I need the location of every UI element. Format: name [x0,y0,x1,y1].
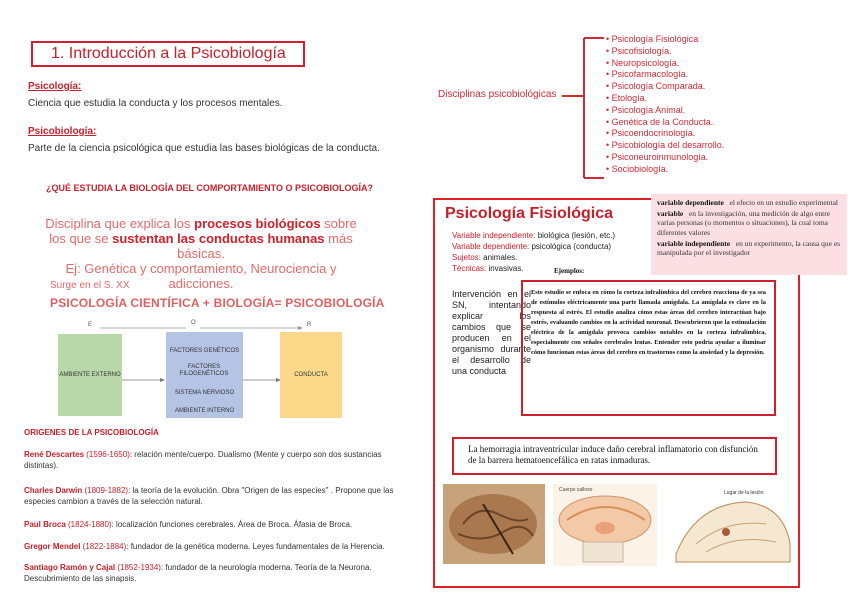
rat-brain-outline [676,502,790,562]
hemorragia-box: La hemorragia intraventricular induce daño cerebral inflamatorio con disfunción de la barrera hematoencefálica en ratas inmaduras. [452,437,777,475]
disciplina-name: Psicoendocrinología. [611,128,696,139]
surge-text: Surge en el S. XX [50,280,130,291]
note-def: en la investigación, una medición de algo entre varias personas (o momentos o situaciones), la cual toma diferentes valores [657,209,831,237]
disciplina-part-2: procesos biológicos [194,216,321,231]
note-item [657,198,841,207]
disciplina-example: Ej: Genética y comportamiento, Neurociencia y adicciones. [65,261,337,291]
label-r: R [307,322,312,328]
var-item [452,263,615,274]
var-item [452,241,615,252]
variables-list [452,230,615,274]
origin-descartes [24,449,404,471]
ambiente-interno: AMBIENTE INTERNO [174,408,235,414]
disciplinas-brace [560,34,608,184]
diagram-label: Cuerpo calloso [559,487,593,493]
ejemplos-label: Ejemplos: [554,267,585,275]
list-item: • Genética de la Conducta. [606,116,714,127]
brain-shape [449,494,537,554]
var-value: invasivas. [486,264,524,273]
disciplina-part-5: más básicas. [177,231,353,261]
list-item: • Psicología Fisiológica [606,34,699,44]
box-organismo [166,332,243,418]
brace-path [562,38,604,178]
var-value: animales. [480,253,518,262]
formula-text: PSICOLOGÍA CIENTÍFICA + BIOLOGÍA= PSICOBIOLOGÍA [50,296,385,310]
note-item [657,209,841,237]
list-item: • Psiconeuroinmunología. [606,151,709,162]
disciplina-name: Psicología Fisiológica [611,34,699,44]
disciplina-name: Psiconeuroinmunología. [611,151,709,162]
origin-text: : fundador de la genética moderna. Leyes fundamentales de la Herencia. [126,542,385,551]
list-item: • Sociobiología. [606,163,669,174]
disciplina-name: Psicofarmacología. [611,69,689,80]
list-item: • Psicología Comparada. [606,81,706,92]
origin-who: Santiago Ramón y Cajal [24,563,116,572]
disciplina-name: Psicología Comparada. [611,81,706,92]
list-item: • Psicofisiología. [606,45,672,56]
list-item: • Psicofarmacología. [606,69,689,80]
origin-cajal [24,562,384,584]
diagram-brain [559,496,651,544]
list-item: • Psicología Animal. [606,104,686,115]
label-o: O [191,320,196,326]
disciplina-name: Psicofisiología. [611,45,672,56]
psicobiologia-label: Psicobiología: [28,126,97,137]
psicobiologia-definition: Parte de la ciencia psicológica que estudia las bases biológicas de la conducta. [28,143,380,154]
disciplina-part-3: sobre los que se [49,216,357,246]
example-box: Este estudio se enfoca en cómo la corteza infralímbica del cerebro reacciona de ya sea de estímulos eléctricamente una parte llamada amígdala. La amígdala es clave en la respuesta al estrés. El estudio analiza cómo estas áreas del cerebro interactúan bajo estrés, evaluando cambios en la actividad neuronal. Descubrieron que la estimulación eléctrica de la amígdala provoca cambios notables en la corteza infralímbica, especialmente con señales cerebrales lentas. Entender esto podría ayudar a iluminar cómo funcionan estas áreas del cerebro en trastornos como la ansiedad y la depresión. [521,280,776,416]
list-item: • Psicobiología del desarrollo. [606,140,725,151]
lesion-label: Lugar de la lesión [724,490,764,496]
var-label: Sujetos: [452,253,481,262]
brain-photo [443,484,545,564]
rat-brain-image [666,484,794,566]
question-heading: ¿QUÉ ESTUDIA LA BIOLOGÍA DEL COMPORTAMIENTO O PSICOBIOLOGÍA? [46,183,374,193]
disciplina-name: Neuropsicología. [611,57,680,68]
label-e: E [88,322,93,328]
variables-note [651,194,847,275]
origin-mendel [24,541,412,552]
disciplina-name: Sociobiología. [611,163,669,174]
note-def: en un experimento, la causa que es manipulada por el investigador [657,238,841,258]
origin-text: : fundador de la neurología moderna. Teoría de la Neurona. Descubrimiento de las sinapsis. [24,563,372,583]
psicologia-definition: Ciencia que estudia la conducta y los procesos mentales. [28,98,283,109]
origin-who: Gregor Mendel [24,542,81,551]
var-value: biológica (lesión, etc.) [535,231,616,240]
origin-darwin [24,485,412,507]
origins-title: ORIGENES DE LA PSICOBIOLOGÍA [24,428,159,437]
origin-years: (1596-1650) [84,450,130,459]
disciplinas-label: Disciplinas psicobiológicas [438,89,557,100]
list-item: • Psicoendocrinología. [606,128,696,139]
diagram-ventricle [595,522,615,534]
disciplinas-list [606,34,724,176]
origin-text: : localización funciones cerebrales. Área de Broca. Áfasia de Broca. [111,520,353,529]
origin-years: (1809-1882) [82,486,129,495]
lesion-site [722,528,730,536]
var-label: Variable independiente: [452,231,536,240]
origin-text: : relación mente/cuerpo. Dualismo (Mente y cuerpo son dos sustancias distintas). [24,450,382,470]
factores-geneticos: FACTORES GENÉTICOS [169,348,240,354]
brain-diagram-image [553,484,657,566]
disciplina-part-1: Disciplina que explica los [45,216,195,231]
rat-brain-drawing [666,484,794,566]
fisiologica-title: Psicología Fisiológica [445,205,614,222]
box-ambiente-externo: AMBIENTE EXTERNO [58,334,122,416]
box-conducta: CONDUCTA [280,332,342,418]
disciplina-name: Psicobiología del desarrollo. [611,140,725,151]
note-term: variable independiente [657,238,731,248]
disciplina-name: Psicología Animal. [611,104,686,115]
disciplina-part-4: sustentan las conductas humanas [112,231,325,246]
var-item [452,252,615,263]
factores-filogeneticos: FACTORES FILOGENÉTICOS [179,364,229,377]
origin-broca [24,519,404,530]
diagram-inset [583,542,623,562]
disciplina-name: Etología. [611,92,648,103]
arrow-head-left [160,378,165,382]
origin-years: (1852-1934) [115,563,161,572]
list-item: • Neuropsicología. [606,57,680,68]
note-term: variable dependiente [657,198,724,207]
psicologia-label: Psicología: [28,81,82,92]
origin-years: (1822-1884) [80,542,127,551]
page-title: 1. Introducción a la Psicobiología [31,41,305,67]
var-label: Técnicas: [452,264,487,273]
note-item [657,239,841,257]
disciplina-name: Genética de la Conducta. [611,116,714,127]
sistema-nervioso: SISTEMA NERVIOSO [174,390,235,396]
brain-photo-drawing [443,484,545,564]
var-label: Variable dependiente: [452,242,530,251]
intervencion-text: Intervención en el SN, intentando explicar los cambios que se producen en el organismo durante el desarrollo de una conducta [452,289,531,376]
var-item [452,230,615,241]
origin-years: (1824-1880) [65,520,112,529]
list-item: • Etología. [606,92,648,103]
origin-text: : la teoría de la evolución. Obra "Origen de las especies" . Propone que las especies cambion a través de la selección natural. [24,486,394,506]
var-value: psicológica (conducta) [529,242,612,251]
arrow-head-r [298,326,303,330]
eor-diagram [28,318,368,418]
origin-who: Charles Darwin [24,486,83,495]
note-def: el efecto en un estudio experimental [729,198,838,207]
origin-who: René Descartes [24,450,85,459]
note-term: variable [657,209,684,219]
origin-who: Paul Broca [24,520,66,529]
brain-diagram-drawing [553,484,657,566]
